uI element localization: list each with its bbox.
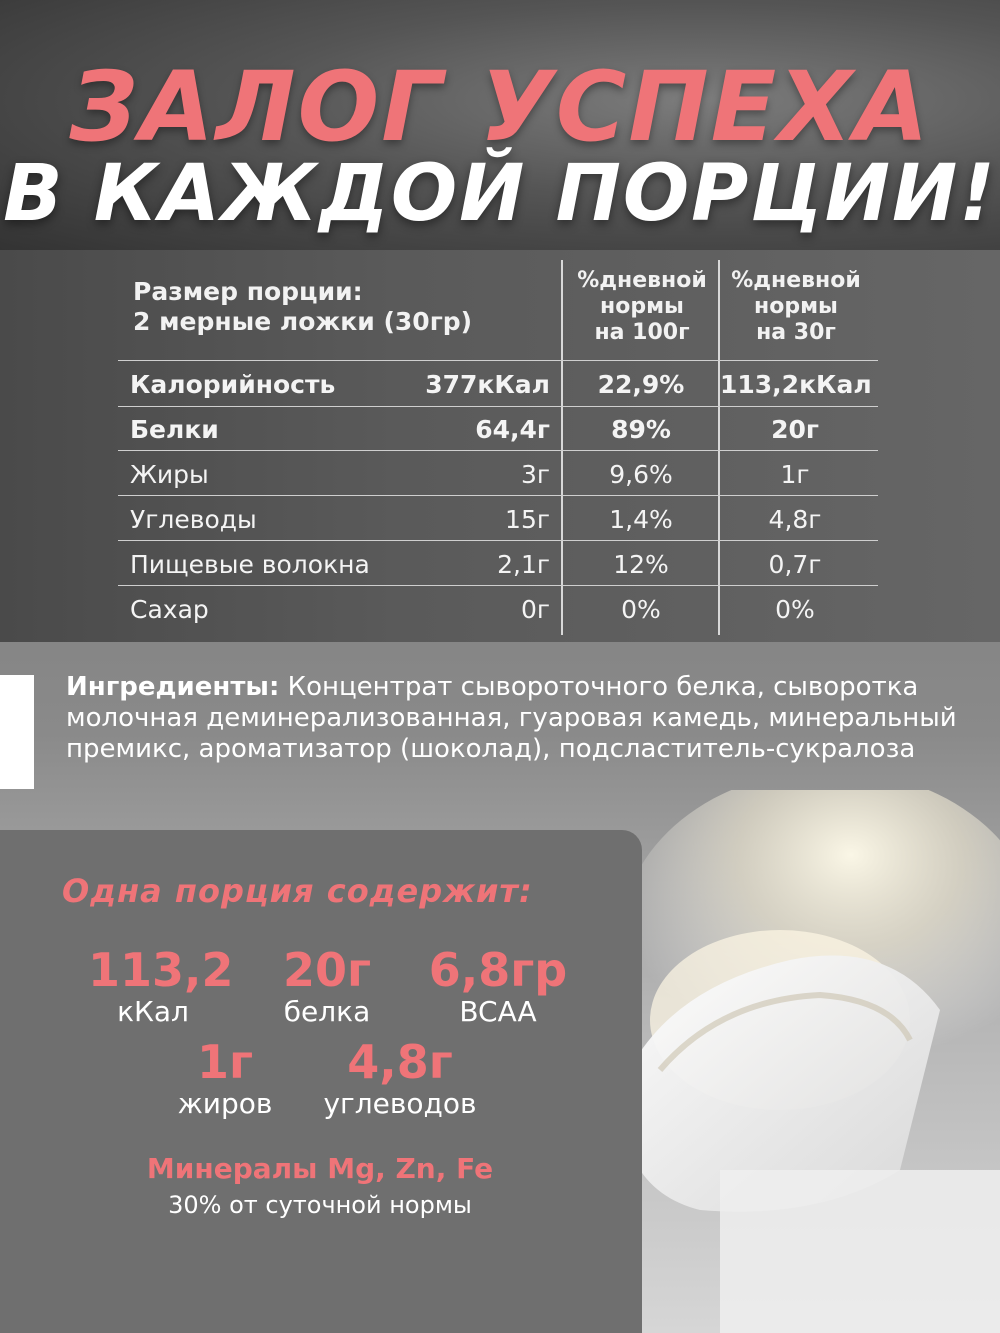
nutrition-table <box>0 250 1000 642</box>
table-row <box>0 497 1000 542</box>
column-header-per-30g: %дневной нормы на 30г <box>731 268 861 345</box>
stat-value: 4,8г <box>347 1035 453 1089</box>
stat-calories <box>88 943 234 1028</box>
stat-value: 113,2 <box>88 943 234 997</box>
nutrient-name: Пищевые волокна <box>130 550 370 579</box>
nutrient-value: 15г <box>505 505 550 534</box>
nutrient-value: 64,4г <box>475 415 550 444</box>
stat-value: 1г <box>196 1035 254 1089</box>
stat-value: 20г <box>282 943 372 997</box>
column-header-per-100g: %дневной нормы на 100г <box>577 268 707 345</box>
stat-fat <box>160 1036 290 1120</box>
nutrient-name: Жиры <box>130 460 209 489</box>
ingredients-list: Концентрат сывороточного белка, сыворотка молочная деминерализованная, гуаровая камедь, минеральный премикс, ароматизатор (шоколад), подсластитель-сукралоза <box>66 672 957 764</box>
serving-size-label: Размер порции: <box>133 277 363 306</box>
nutrient-value: 2,1г <box>497 550 550 579</box>
stat-label: кКал <box>117 995 189 1028</box>
headline-line-1: ЗАЛОГ УСПЕХА <box>69 51 931 163</box>
minerals-title: Минералы Mg, Zn, Fe <box>146 1152 494 1185</box>
nutrient-name: Сахар <box>130 595 209 624</box>
stat-protein <box>262 944 392 1028</box>
serving-size-value: 2 мерные ложки (30гр) <box>133 307 473 336</box>
nutrient-per-100g: 22,9% <box>597 370 685 399</box>
table-row <box>0 542 1000 587</box>
table-row <box>0 407 1000 452</box>
nutrient-value: 3г <box>520 460 550 489</box>
nutrient-per-30g: 4,8г <box>768 505 822 534</box>
ingredients-text <box>66 672 976 765</box>
stat-carbs <box>310 1036 490 1120</box>
nutrient-per-30g: 1г <box>780 460 810 489</box>
stat-label: BCAA <box>459 995 537 1028</box>
stat-value: 6,8гр <box>428 943 568 997</box>
nutrient-name: Калорийность <box>130 370 336 399</box>
minerals-subtitle: 30% от суточной нормы <box>168 1191 472 1219</box>
nutrient-per-100g: 12% <box>613 550 669 579</box>
nutrient-name: Углеводы <box>130 505 257 534</box>
stat-bcaa <box>418 944 578 1028</box>
table-row <box>0 587 1000 632</box>
table-row <box>0 452 1000 497</box>
nutrient-per-100g: 0% <box>621 595 661 624</box>
ingredients-accent-bar <box>0 675 34 789</box>
nutrient-value: 0г <box>520 595 550 624</box>
nutrient-per-30g: 20г <box>771 415 819 444</box>
nutrient-per-30g: 113,2кКал <box>720 370 872 399</box>
powder-scoop-image <box>600 790 1000 1333</box>
nutrient-value: 377кКал <box>425 370 550 399</box>
portion-heading: Одна порция содержит: <box>62 872 533 910</box>
row-divider <box>118 360 878 361</box>
stat-label: жиров <box>177 1087 273 1120</box>
stat-label: углеводов <box>323 1087 477 1120</box>
stat-label: белка <box>283 995 371 1028</box>
minerals-block <box>90 1152 550 1219</box>
nutrient-per-100g: 89% <box>611 415 671 444</box>
headline-line-2: В КАЖДОЙ ПОРЦИИ! <box>3 149 997 239</box>
nutrient-name: Белки <box>130 415 219 444</box>
nutrient-per-100g: 9,6% <box>609 460 673 489</box>
serving-size <box>133 277 472 337</box>
nutrient-per-100g: 1,4% <box>609 505 673 534</box>
ingredients-label: Ингредиенты: <box>66 672 280 702</box>
nutrient-per-30g: 0% <box>775 595 815 624</box>
nutrient-per-30g: 0,7г <box>768 550 822 579</box>
table-row <box>0 362 1000 407</box>
